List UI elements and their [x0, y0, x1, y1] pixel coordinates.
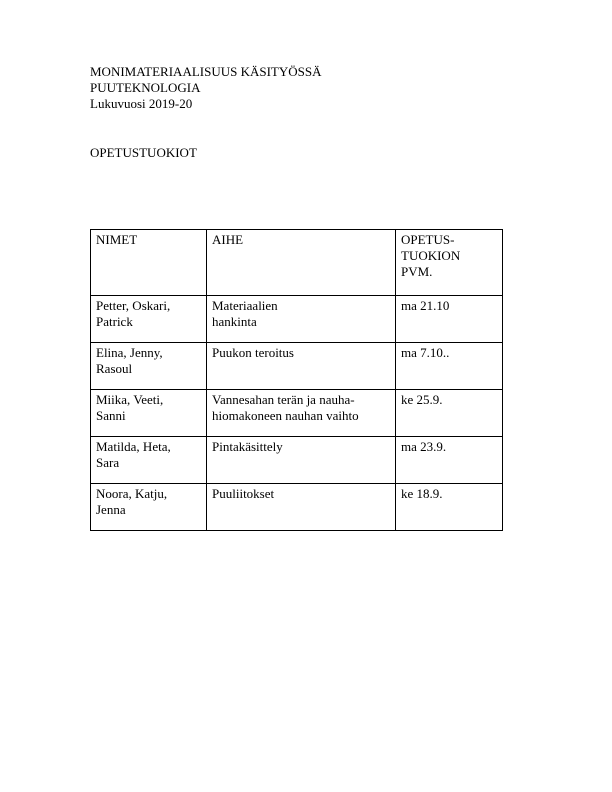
names-cell: Elina, Jenny, Rasoul	[91, 343, 207, 390]
topic-cell: Materiaalien hankinta	[207, 296, 396, 343]
document-header	[90, 64, 322, 112]
date-cell: ma 23.9.	[396, 437, 503, 484]
section-title: OPETUSTUOKIOT	[90, 145, 197, 160]
table-row	[91, 437, 503, 484]
table-row	[91, 390, 503, 437]
header-date: OPETUS- TUOKION PVM.	[396, 230, 503, 296]
header-topic: AIHE	[207, 230, 396, 296]
schedule-table	[90, 229, 503, 531]
header-names: NIMET	[91, 230, 207, 296]
names-cell: Noora, Katju, Jenna	[91, 484, 207, 531]
names-cell: Petter, Oskari, Patrick	[91, 296, 207, 343]
topic-cell: Pintakäsittely	[207, 437, 396, 484]
school-year: Lukuvuosi 2019-20	[90, 96, 193, 111]
topic-cell: Puukon teroitus	[207, 343, 396, 390]
course-title: MONIMATERIAALISUUS KÄSITYÖSSÄ	[90, 64, 322, 79]
date-cell: ma 21.10	[396, 296, 503, 343]
subject-title: PUUTEKNOLOGIA	[90, 80, 201, 95]
table-header-row	[91, 230, 503, 296]
topic-cell: Vannesahan terän ja nauha- hiomakoneen nauhan vaihto	[207, 390, 396, 437]
date-cell: ke 25.9.	[396, 390, 503, 437]
table-row	[91, 343, 503, 390]
date-cell: ke 18.9.	[396, 484, 503, 531]
names-cell: Miika, Veeti, Sanni	[91, 390, 207, 437]
topic-cell: Puuliitokset	[207, 484, 396, 531]
names-cell: Matilda, Heta, Sara	[91, 437, 207, 484]
date-cell: ma 7.10..	[396, 343, 503, 390]
table-row	[91, 296, 503, 343]
table-row	[91, 484, 503, 531]
